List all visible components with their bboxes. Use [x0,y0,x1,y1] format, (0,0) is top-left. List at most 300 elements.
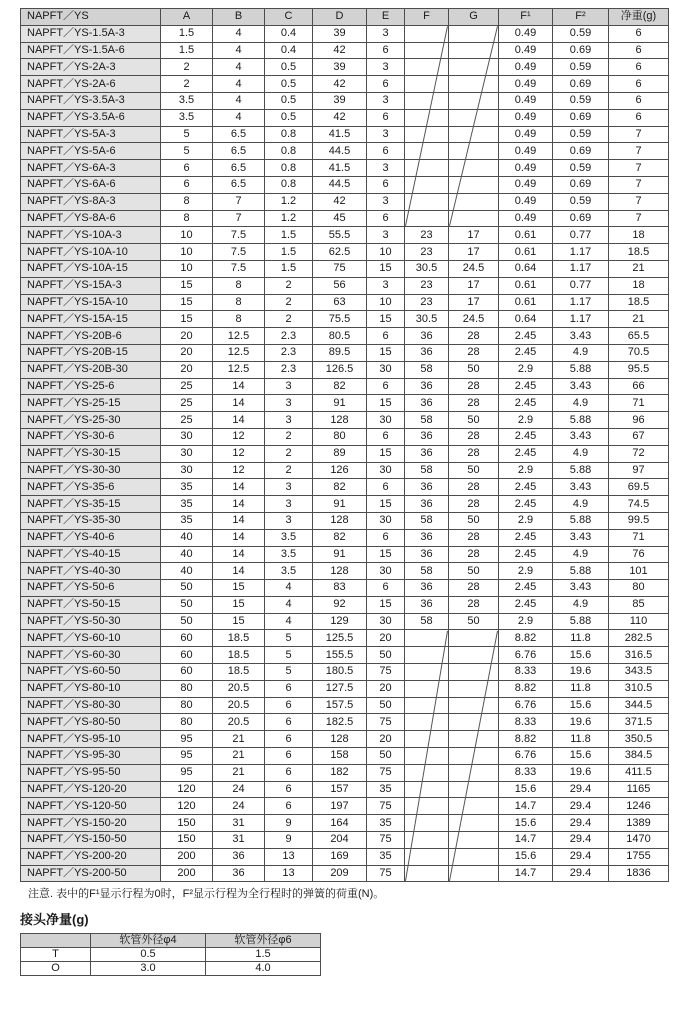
spec-value-cell: 7 [609,176,669,193]
joint-row-o [21,962,321,976]
part-number-cell: NAPFT／YS-40-30 [21,563,161,580]
spec-value-cell: 2 [161,59,213,76]
spec-value-cell: 18.5 [213,630,265,647]
spec-value-cell: 13 [265,848,313,865]
part-number-cell: NAPFT／YS-50-15 [21,596,161,613]
spec-value-cell: 126 [313,462,367,479]
spec-value-cell: 36 [405,596,449,613]
spec-value-cell: 6 [265,731,313,748]
spec-col-header: B [213,9,265,26]
spec-value-cell: 3 [265,395,313,412]
spec-value-cell: 0.8 [265,126,313,143]
spec-value-cell: 1470 [609,832,669,849]
spec-value-cell: 28 [449,395,499,412]
spec-value-cell: 1389 [609,815,669,832]
joint-col-blank [21,934,91,948]
spec-value-cell: 17 [449,227,499,244]
spec-value-cell: 91 [313,546,367,563]
spec-value-cell: 60 [161,664,213,681]
spec-value-cell: 28 [449,546,499,563]
part-number-cell: NAPFT／YS-8A-3 [21,193,161,210]
spec-value-cell: 3 [367,59,405,76]
spec-row [21,781,669,798]
spec-value-cell [449,76,499,93]
spec-value-cell: 8 [161,210,213,227]
spec-value-cell: 2 [265,277,313,294]
part-number-cell: NAPFT／YS-120-20 [21,781,161,798]
spec-value-cell: 36 [405,395,449,412]
spec-value-cell: 30 [161,445,213,462]
spec-value-cell: 6 [367,42,405,59]
spec-row [21,664,669,681]
spec-value-cell: 41.5 [313,160,367,177]
spec-value-cell: 204 [313,832,367,849]
spec-row [21,412,669,429]
spec-value-cell: 6.5 [213,126,265,143]
spec-value-cell: 3.5 [161,109,213,126]
spec-value-cell: 2.9 [499,563,553,580]
spec-row [21,176,669,193]
spec-value-cell: 2.3 [265,361,313,378]
spec-value-cell: 85 [609,596,669,613]
part-number-cell: NAPFT／YS-6A-3 [21,160,161,177]
spec-value-cell: 0.5 [265,109,313,126]
spec-value-cell: 36 [405,580,449,597]
spec-value-cell: 0.8 [265,176,313,193]
spec-value-cell: 5 [265,630,313,647]
spec-value-cell: 197 [313,798,367,815]
spec-value-cell: 0.49 [499,76,553,93]
spec-value-cell: 76 [609,546,669,563]
spec-value-cell: 30 [367,563,405,580]
spec-value-cell: 75 [313,260,367,277]
spec-value-cell: 3 [367,25,405,42]
spec-value-cell: 35 [161,496,213,513]
spec-value-cell: 2.45 [499,328,553,345]
spec-value-cell: 12.5 [213,328,265,345]
spec-value-cell [449,865,499,882]
spec-value-cell: 6 [265,748,313,765]
spec-value-cell: 120 [161,781,213,798]
spec-value-cell: 2 [265,445,313,462]
spec-value-cell [405,210,449,227]
spec-value-cell: 28 [449,580,499,597]
spec-value-cell: 4 [213,109,265,126]
spec-value-cell: 58 [405,512,449,529]
spec-value-cell: 15 [161,311,213,328]
spec-row [21,697,669,714]
spec-value-cell: 155.5 [313,647,367,664]
spec-value-cell: 65.5 [609,328,669,345]
spec-value-cell: 0.49 [499,42,553,59]
spec-value-cell: 36 [213,848,265,865]
spec-value-cell: 30 [161,462,213,479]
spec-value-cell [405,193,449,210]
spec-value-cell: 28 [449,445,499,462]
part-number-cell: NAPFT／YS-150-50 [21,832,161,849]
spec-value-cell: 60 [161,630,213,647]
spec-value-cell: 0.61 [499,244,553,261]
spec-value-cell: 28 [449,529,499,546]
spec-value-cell: 63 [313,294,367,311]
spec-value-cell: 18 [609,227,669,244]
spec-value-cell: 8 [161,193,213,210]
part-number-cell: NAPFT／YS-30-15 [21,445,161,462]
spec-value-cell: 62.5 [313,244,367,261]
spec-value-cell: 110 [609,613,669,630]
spec-value-cell: 20 [161,328,213,345]
spec-value-cell: 4 [213,92,265,109]
spec-value-cell: 50 [449,462,499,479]
spec-value-cell: 2 [265,311,313,328]
spec-value-cell: 128 [313,731,367,748]
spec-value-cell: 15.6 [553,647,609,664]
spec-value-cell: 2 [265,428,313,445]
spec-value-cell: 4.9 [553,596,609,613]
spec-value-cell: 2.45 [499,344,553,361]
spec-row [21,546,669,563]
spec-value-cell: 1165 [609,781,669,798]
spec-value-cell: 7 [609,143,669,160]
spec-row [21,731,669,748]
spec-value-cell: 15.6 [499,848,553,865]
spec-value-cell: 95 [161,748,213,765]
spec-value-cell: 31 [213,832,265,849]
spec-value-cell: 0.49 [499,59,553,76]
spec-value-cell [405,630,449,647]
spec-row [21,865,669,882]
spec-value-cell: 11.8 [553,731,609,748]
spec-row [21,764,669,781]
spec-value-cell: 4 [213,59,265,76]
spec-value-cell: 29.4 [553,832,609,849]
spec-value-cell [405,59,449,76]
spec-value-cell: 4 [213,42,265,59]
spec-value-cell: 18.5 [609,294,669,311]
spec-value-cell: 7 [213,210,265,227]
spec-value-cell [405,865,449,882]
spec-value-cell: 7.5 [213,244,265,261]
spec-value-cell: 3.43 [553,479,609,496]
spec-col-header: F² [553,9,609,26]
spec-value-cell: 180.5 [313,664,367,681]
spec-value-cell: 10 [367,244,405,261]
spec-value-cell: 80 [161,680,213,697]
spec-value-cell: 2.45 [499,496,553,513]
spec-value-cell: 20 [367,630,405,647]
spec-value-cell: 0.5 [265,92,313,109]
spec-value-cell: 0.69 [553,210,609,227]
spec-value-cell: 150 [161,815,213,832]
spec-value-cell: 4.9 [553,445,609,462]
part-number-cell: NAPFT／YS-35-15 [21,496,161,513]
spec-value-cell: 12 [213,445,265,462]
spec-value-cell: 29.4 [553,781,609,798]
spec-value-cell: 0.5 [265,59,313,76]
spec-row [21,445,669,462]
spec-value-cell: 60 [161,647,213,664]
spec-value-cell: 44.5 [313,176,367,193]
spec-value-cell: 24 [213,798,265,815]
spec-value-cell: 6 [609,109,669,126]
spec-value-cell: 200 [161,848,213,865]
spec-value-cell: 7 [213,193,265,210]
spec-value-cell: 3.5 [161,92,213,109]
spec-value-cell: 157 [313,781,367,798]
spec-value-cell: 24.5 [449,311,499,328]
spec-value-cell: 12 [213,428,265,445]
part-number-cell: NAPFT／YS-200-50 [21,865,161,882]
spec-value-cell: 101 [609,563,669,580]
spec-value-cell: 95 [161,731,213,748]
spec-value-cell: 8.82 [499,731,553,748]
spec-value-cell: 6 [367,143,405,160]
spec-value-cell: 0.61 [499,294,553,311]
spec-value-cell: 36 [405,529,449,546]
spec-value-cell: 158 [313,748,367,765]
spec-value-cell: 23 [405,244,449,261]
part-number-cell: NAPFT／YS-50-30 [21,613,161,630]
spec-value-cell [449,781,499,798]
spec-value-cell [449,697,499,714]
spec-value-cell: 3 [265,496,313,513]
spec-value-cell: 30 [367,512,405,529]
spec-value-cell: 20.5 [213,714,265,731]
spec-value-cell: 42 [313,42,367,59]
spec-value-cell [405,815,449,832]
part-number-cell: NAPFT／YS-5A-3 [21,126,161,143]
part-number-cell: NAPFT／YS-15A-15 [21,311,161,328]
spec-value-cell: 2.45 [499,596,553,613]
spec-value-cell: 7.5 [213,227,265,244]
spec-value-cell: 6 [609,25,669,42]
spec-value-cell: 14 [213,496,265,513]
spec-value-cell: 11.8 [553,680,609,697]
spec-row [21,260,669,277]
part-number-cell: NAPFT／YS-30-6 [21,428,161,445]
spec-value-cell: 3.43 [553,428,609,445]
spec-row [21,244,669,261]
spec-row [21,798,669,815]
spec-value-cell: 6 [367,76,405,93]
spec-value-cell: 19.6 [553,764,609,781]
spec-value-cell: 6 [367,210,405,227]
part-number-cell: NAPFT／YS-30-30 [21,462,161,479]
spec-value-cell: 343.5 [609,664,669,681]
spec-value-cell: 6.76 [499,647,553,664]
spec-value-cell: 4.9 [553,395,609,412]
spec-value-cell: 36 [405,445,449,462]
spec-value-cell: 4.9 [553,496,609,513]
spec-value-cell: 0.4 [265,42,313,59]
spec-value-cell: 182.5 [313,714,367,731]
spec-value-cell: 1.5 [265,227,313,244]
spec-value-cell: 15 [367,445,405,462]
spec-value-cell: 5.88 [553,412,609,429]
spec-value-cell: 1.5 [265,260,313,277]
spec-value-cell: 128 [313,512,367,529]
spec-value-cell [405,781,449,798]
spec-value-cell: 14.7 [499,865,553,882]
spec-value-cell: 58 [405,462,449,479]
spec-value-cell: 2.9 [499,412,553,429]
spec-value-cell: 1.5 [265,244,313,261]
spec-value-cell: 2.3 [265,328,313,345]
part-number-cell: NAPFT／YS-80-30 [21,697,161,714]
part-number-cell: NAPFT／YS-2A-3 [21,59,161,76]
spec-value-cell: 0.49 [499,92,553,109]
spec-value-cell: 15.6 [499,815,553,832]
spec-value-cell: 3 [367,126,405,143]
spec-value-cell: 6 [265,781,313,798]
spec-value-cell: 0.61 [499,227,553,244]
part-number-cell: NAPFT／YS-3.5A-6 [21,109,161,126]
spec-value-cell: 30 [367,361,405,378]
spec-value-cell: 12.5 [213,361,265,378]
spec-value-cell: 15 [367,496,405,513]
spec-value-cell: 21 [609,260,669,277]
joint-weight-value: 4.0 [206,962,321,976]
spec-row [21,344,669,361]
part-number-cell: NAPFT／YS-40-15 [21,546,161,563]
spec-value-cell: 7 [609,160,669,177]
spec-value-cell: 42 [313,109,367,126]
spec-value-cell: 6.76 [499,697,553,714]
spec-value-cell: 75 [367,664,405,681]
spec-value-cell: 5.88 [553,512,609,529]
spec-value-cell: 8 [213,311,265,328]
spec-value-cell: 2.9 [499,512,553,529]
spec-row [21,160,669,177]
spec-value-cell [449,193,499,210]
spec-value-cell: 12 [213,462,265,479]
spec-value-cell: 2.45 [499,546,553,563]
spec-value-cell: 14 [213,412,265,429]
spec-value-cell: 21 [609,311,669,328]
spec-value-cell: 344.5 [609,697,669,714]
spec-value-cell: 126.5 [313,361,367,378]
spec-value-cell: 1836 [609,865,669,882]
spec-value-cell: 6 [367,428,405,445]
joint-weight-title: 接头净量(g) [20,912,89,928]
spec-value-cell [405,714,449,731]
spec-value-cell: 6 [367,529,405,546]
spec-value-cell [449,42,499,59]
spec-value-cell [449,630,499,647]
spec-value-cell [449,210,499,227]
spec-value-cell [405,680,449,697]
spec-value-cell [405,798,449,815]
spec-value-cell [449,731,499,748]
spec-value-cell: 80 [313,428,367,445]
spec-value-cell: 28 [449,496,499,513]
spec-value-cell: 14 [213,378,265,395]
spec-row [21,395,669,412]
spec-row [21,42,669,59]
spec-col-header: E [367,9,405,26]
spec-value-cell: 50 [449,361,499,378]
spec-row [21,580,669,597]
spec-value-cell: 89 [313,445,367,462]
spec-value-cell: 15 [367,311,405,328]
spec-value-cell: 169 [313,848,367,865]
spec-value-cell: 182 [313,764,367,781]
spec-value-cell: 0.69 [553,76,609,93]
spec-value-cell: 3.43 [553,580,609,597]
spec-header-row [21,9,669,26]
spec-value-cell: 5.88 [553,462,609,479]
spec-value-cell: 0.59 [553,193,609,210]
part-number-cell: NAPFT／YS-5A-6 [21,143,161,160]
spec-row [21,109,669,126]
spec-value-cell: 10 [161,244,213,261]
spec-value-cell: 15 [213,596,265,613]
spec-value-cell: 95.5 [609,361,669,378]
spec-value-cell: 2.45 [499,395,553,412]
joint-weight-value: 0.5 [91,948,206,962]
spec-value-cell: 15 [367,546,405,563]
spec-value-cell: 28 [449,596,499,613]
spec-value-cell: 310.5 [609,680,669,697]
spec-value-cell: 50 [161,596,213,613]
spec-value-cell: 7.5 [213,260,265,277]
spec-value-cell: 1.2 [265,210,313,227]
spec-value-cell [405,143,449,160]
spec-col-header: A [161,9,213,26]
spec-value-cell: 2.45 [499,529,553,546]
spec-value-cell: 25 [161,412,213,429]
spec-value-cell: 50 [161,613,213,630]
spec-value-cell [449,109,499,126]
spec-col-header: NAPFT／YS [21,9,161,26]
spec-value-cell: 14.7 [499,832,553,849]
spec-value-cell: 0.49 [499,126,553,143]
spec-value-cell: 3 [367,227,405,244]
spec-value-cell: 45 [313,210,367,227]
spec-value-cell: 384.5 [609,748,669,765]
spec-value-cell: 3.5 [265,529,313,546]
spec-value-cell: 2 [265,462,313,479]
spec-value-cell: 15 [367,260,405,277]
spec-value-cell: 58 [405,361,449,378]
spec-col-header: F [405,9,449,26]
spec-value-cell: 6 [367,109,405,126]
spec-value-cell: 4.9 [553,546,609,563]
spec-row [21,496,669,513]
spec-row [21,378,669,395]
spec-value-cell: 14 [213,529,265,546]
spec-row [21,143,669,160]
spec-value-cell [405,109,449,126]
spec-value-cell: 2 [265,294,313,311]
spec-value-cell: 44.5 [313,143,367,160]
spec-value-cell: 5 [161,143,213,160]
spec-value-cell [449,798,499,815]
spec-value-cell: 4 [265,580,313,597]
spec-value-cell: 6 [367,479,405,496]
part-number-cell: NAPFT／YS-25-30 [21,412,161,429]
part-number-cell: NAPFT／YS-95-10 [21,731,161,748]
spec-value-cell: 8.33 [499,764,553,781]
spec-value-cell: 28 [449,479,499,496]
spec-value-cell: 2.45 [499,479,553,496]
spec-value-cell [405,176,449,193]
spec-value-cell: 15 [367,395,405,412]
spec-value-cell: 20.5 [213,680,265,697]
joint-header-row [21,934,321,948]
spec-value-cell: 8 [213,294,265,311]
part-number-cell: NAPFT／YS-20B-6 [21,328,161,345]
